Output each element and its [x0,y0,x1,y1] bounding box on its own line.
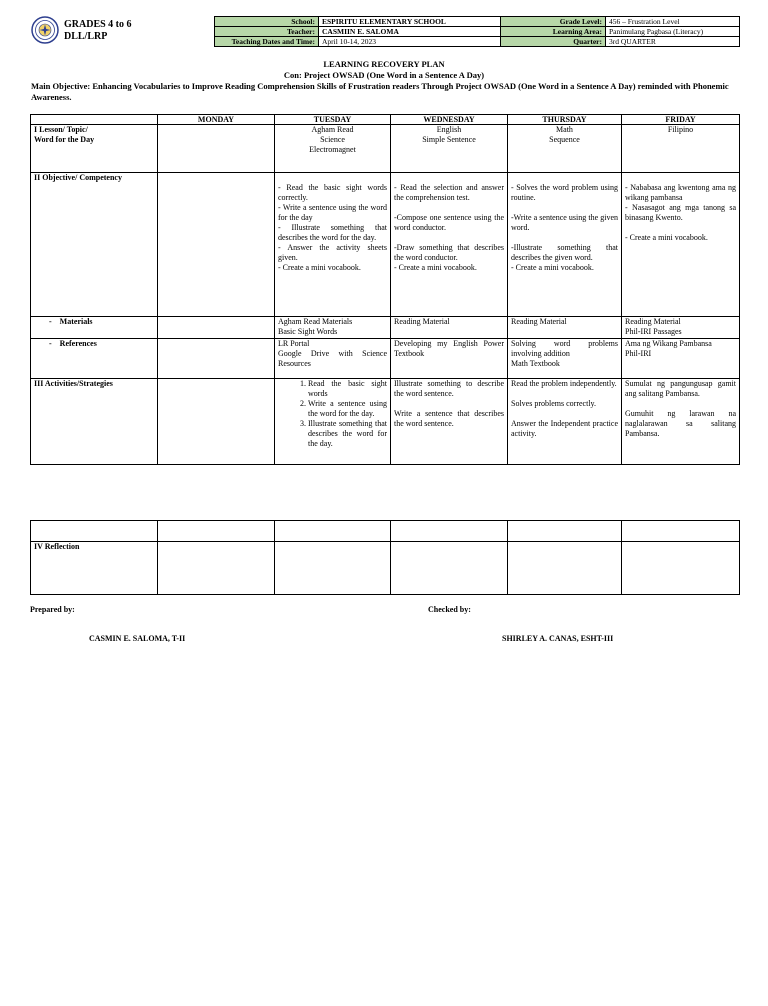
objective-line: -Compose one sentence using the word conductor. [394,213,504,232]
row-label: IV Reflection [31,542,158,595]
activity-line: Sumulat ng pangungusap gamit ang salitang Pambansa. [625,379,736,398]
objective-line: - Read the selection and answer the comprehension test. [394,183,504,202]
thursday-cell [508,173,622,317]
objective-line: - Create a mini vocabook. [625,233,708,242]
grades-line-2: DLL/LRP [64,31,108,42]
day-header: WEDNESDAY [391,115,508,125]
objective-line: -Illustrate something that describes the given word. [511,243,618,262]
thursday-cell [508,125,622,173]
thursday-cell [508,339,622,379]
materials-row [31,317,740,339]
header-value: ESPIRITU ELEMENTARY SCHOOL [319,17,501,27]
objective-line: - Write a sentence using the word for the day [278,203,387,222]
lesson-label-line-2: Word for the Day [34,135,95,144]
tuesday-cell [275,542,391,595]
page-subtitle: Con: Project OWSAD (One Word in a Sentence A Day) [283,70,485,80]
checked-by-name: SHIRLEY A. CANAS, ESHT-III [502,634,614,643]
objective-line: -Draw something that describes the word conductor. [394,243,504,262]
blank-cell [391,521,508,542]
monday-cell [158,125,275,173]
header-info-table [214,16,740,47]
reference-line: Solving word problems involving addition [511,339,618,358]
activity-line: Solves problems correctly. [511,399,597,408]
page-title: LEARNING RECOVERY PLAN [323,59,445,69]
tuesday-cell [275,339,391,379]
material-line: Phil-IRI Passages [625,327,682,336]
wednesday-cell [391,317,508,339]
activity-item: 3. Illustrate something that describes the word for the day. [308,419,387,449]
references-label: References [59,339,97,348]
header-label: Quarter: [501,37,606,47]
tuesday-cell [275,379,391,465]
material-line: Basic Sight Words [278,327,338,336]
blank-cell [31,521,158,542]
tuesday-cell [275,173,391,317]
monday-cell [158,339,275,379]
lesson-line: Sequence [549,135,580,144]
blank-cell [158,521,275,542]
objective-line: - Create a mini vocabook. [511,263,594,272]
monday-cell [158,542,275,595]
corner-cell [31,115,158,125]
header-label: Learning Area: [501,27,606,37]
wednesday-cell [391,379,508,465]
header-value: April 10-14, 2023 [319,37,501,47]
objective-line: - Illustrate something that describes the word for the day. [278,223,387,242]
header-value: Panimulang Pagbasa (Literacy) [606,27,740,37]
activity-line: Answer the Independent practice activity. [511,419,618,438]
activities-row [31,379,740,465]
reflection-table [30,520,740,595]
lesson-label-line-1: I Lesson/ Topic/ [34,125,88,134]
day-header: TUESDAY [275,115,391,125]
wednesday-cell [391,125,508,173]
activity-line: Gumuhit ng larawan na naglalarawan sa salitang Pambansa. [625,409,736,438]
thursday-cell [508,379,622,465]
header-label: Teacher: [215,27,319,37]
grades-line-1: GRADES 4 to 6 [64,19,132,30]
row-label: - References [31,339,158,379]
lesson-line: Science [320,135,345,144]
objective-line: - Nasasagot ang mga tanong sa binasang Kwento. [625,203,736,222]
reference-line: Ama ng Wikang Pambansa [625,339,712,348]
lesson-row [31,125,740,173]
deped-seal-icon [31,16,59,44]
header-row [215,17,740,27]
friday-cell [622,173,740,317]
checked-by-label: Checked by: [428,605,471,614]
friday-cell [622,379,740,465]
day-header: FRIDAY [622,115,740,125]
reference-line: Phil-IRI [625,349,652,358]
reference-line: Google Drive with Science Resources [278,349,387,368]
materials-label: Materials [59,317,93,326]
objective-line: -Write a sentence using the given word. [511,213,618,232]
wednesday-cell [391,542,508,595]
row-label: III Activities/Strategies [31,379,158,465]
header-value: 456 – Frustration Level [606,17,740,27]
row-label [31,125,158,173]
lesson-line: Agham Read [311,125,354,134]
material-line: Agham Read Materials [278,317,353,326]
monday-cell [158,317,275,339]
header-row [215,37,740,47]
objective-line: - Answer the activity sheets given. [278,243,387,262]
day-header: MONDAY [158,115,275,125]
activity-line: Read the problem independently. [511,379,617,388]
prepared-by-name: CASMIN E. SALOMA, T-II [89,634,186,643]
objective-line: - Solves the word problem using routine. [511,183,618,202]
activity-line: Illustrate something to describe the word sentence. [394,379,504,398]
lesson-line: Filipino [667,125,694,134]
wednesday-cell [391,173,508,317]
activity-line: Write a sentence that describes the word sentence. [394,409,504,428]
reference-line: LR Portal [278,339,310,348]
header-label: Grade Level: [501,17,606,27]
thursday-cell [508,542,622,595]
references-row [31,339,740,379]
activity-item: 2. Write a sentence using the word for the day. [308,399,387,419]
activity-item: 1. Read the basic sight words [308,379,387,399]
blank-cell [275,521,391,542]
tuesday-cell [275,125,391,173]
friday-cell [622,317,740,339]
material-line: Reading Material [625,317,681,326]
blank-cell [508,521,622,542]
monday-cell [158,173,275,317]
header-value: 3rd QUARTER [606,37,740,47]
header-row [215,27,740,37]
main-objective: Main Objective: Enhancing Vocabularies to Improve Reading Comprehension Skills of Frustration readers Through Project OWSAD (One Word in a Sentence A Day) reminded with Phonemic Awareness. [31,81,729,102]
objective-line: - Create a mini vocabook. [278,263,361,272]
header-label: School: [215,17,319,27]
lesson-line: Math [556,125,573,134]
tuesday-cell [275,317,391,339]
day-header: THURSDAY [508,115,622,125]
grades-label [64,19,132,43]
objective-line: - Create a mini vocabook. [394,263,477,272]
reference-line: Developing my English Power Textbook [394,339,504,358]
material-line: Reading Material [394,317,450,326]
reference-line: Math Textbook [511,359,560,368]
objective-row [31,173,740,317]
day-header-row [31,115,740,125]
plan-table [30,114,740,465]
material-line: Reading Material [511,317,567,326]
objective-line: - Read the basic sight words correctly. [278,183,387,202]
activities-list [278,379,387,449]
lesson-line: Electromagnet [309,145,356,154]
row-label: - Materials [31,317,158,339]
lesson-line: Simple Sentence [422,135,476,144]
prepared-by-label: Prepared by: [30,605,75,614]
thursday-cell [508,317,622,339]
row-label: II Objective/ Competency [31,173,158,317]
blank-cell [622,521,740,542]
wednesday-cell [391,339,508,379]
monday-cell [158,379,275,465]
lesson-line: English [436,125,462,134]
friday-cell [622,339,740,379]
friday-cell [622,542,740,595]
reflection-row [31,542,740,595]
header-label: Teaching Dates and Time: [215,37,319,47]
header-value: CASMIIN E. SALOMA [319,27,501,37]
objective-line: - Nababasa ang kwentong ama ng wikang pambansa [625,183,736,202]
friday-cell [622,125,740,173]
reflection-blank-row [31,521,740,542]
